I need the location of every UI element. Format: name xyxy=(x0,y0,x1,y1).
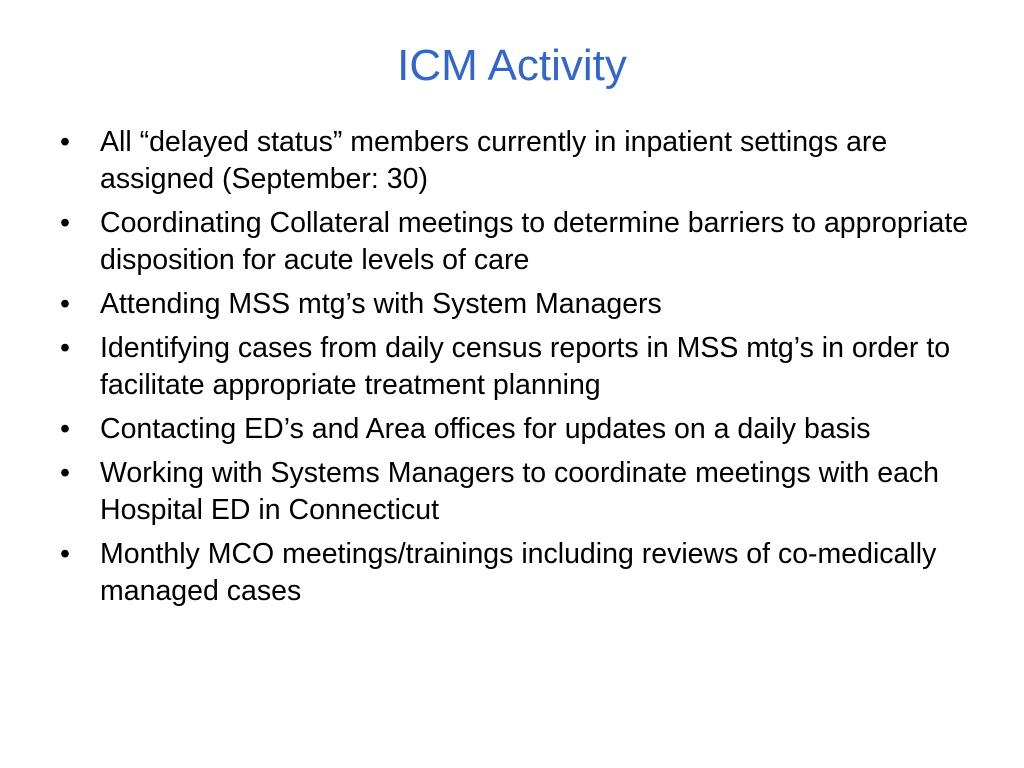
bullet-list xyxy=(56,124,976,617)
bullet-text: Working with Systems Managers to coordinate meetings with each Hospital ED in Connecticut xyxy=(100,457,940,526)
bullet-item xyxy=(56,455,976,529)
bullet-text: All “delayed status” members currently in inpatient settings are assigned (September: 30) xyxy=(100,126,888,195)
slide-title: ICM Activity xyxy=(397,41,627,90)
bullet-text: Attending MSS mtg’s with System Managers xyxy=(100,288,662,320)
bullet-dot: • xyxy=(60,332,70,364)
bullet-dot: • xyxy=(60,457,70,489)
bullet-text: Contacting ED’s and Area offices for updates on a daily basis xyxy=(100,413,871,445)
bullet-item xyxy=(56,330,976,404)
bullet-dot: • xyxy=(60,288,70,320)
bullet-dot: • xyxy=(60,126,70,158)
bullet-dot: • xyxy=(60,207,70,239)
bullet-text: Coordinating Collateral meetings to determine barriers to appropriate disposition for acute levels of care xyxy=(100,207,969,276)
bullet-text: Monthly MCO meetings/trainings including reviews of co-medically managed cases xyxy=(100,538,937,607)
bullet-item xyxy=(56,124,976,198)
bullet-item xyxy=(56,411,976,448)
bullet-dot: • xyxy=(60,538,70,570)
bullet-dot: • xyxy=(60,413,70,445)
bullet-text: Identifying cases from daily census reports in MSS mtg’s in order to facilitate appropriate treatment planning xyxy=(100,332,951,401)
bullet-item xyxy=(56,205,976,279)
bullet-item xyxy=(56,286,976,323)
bullet-item xyxy=(56,536,976,610)
